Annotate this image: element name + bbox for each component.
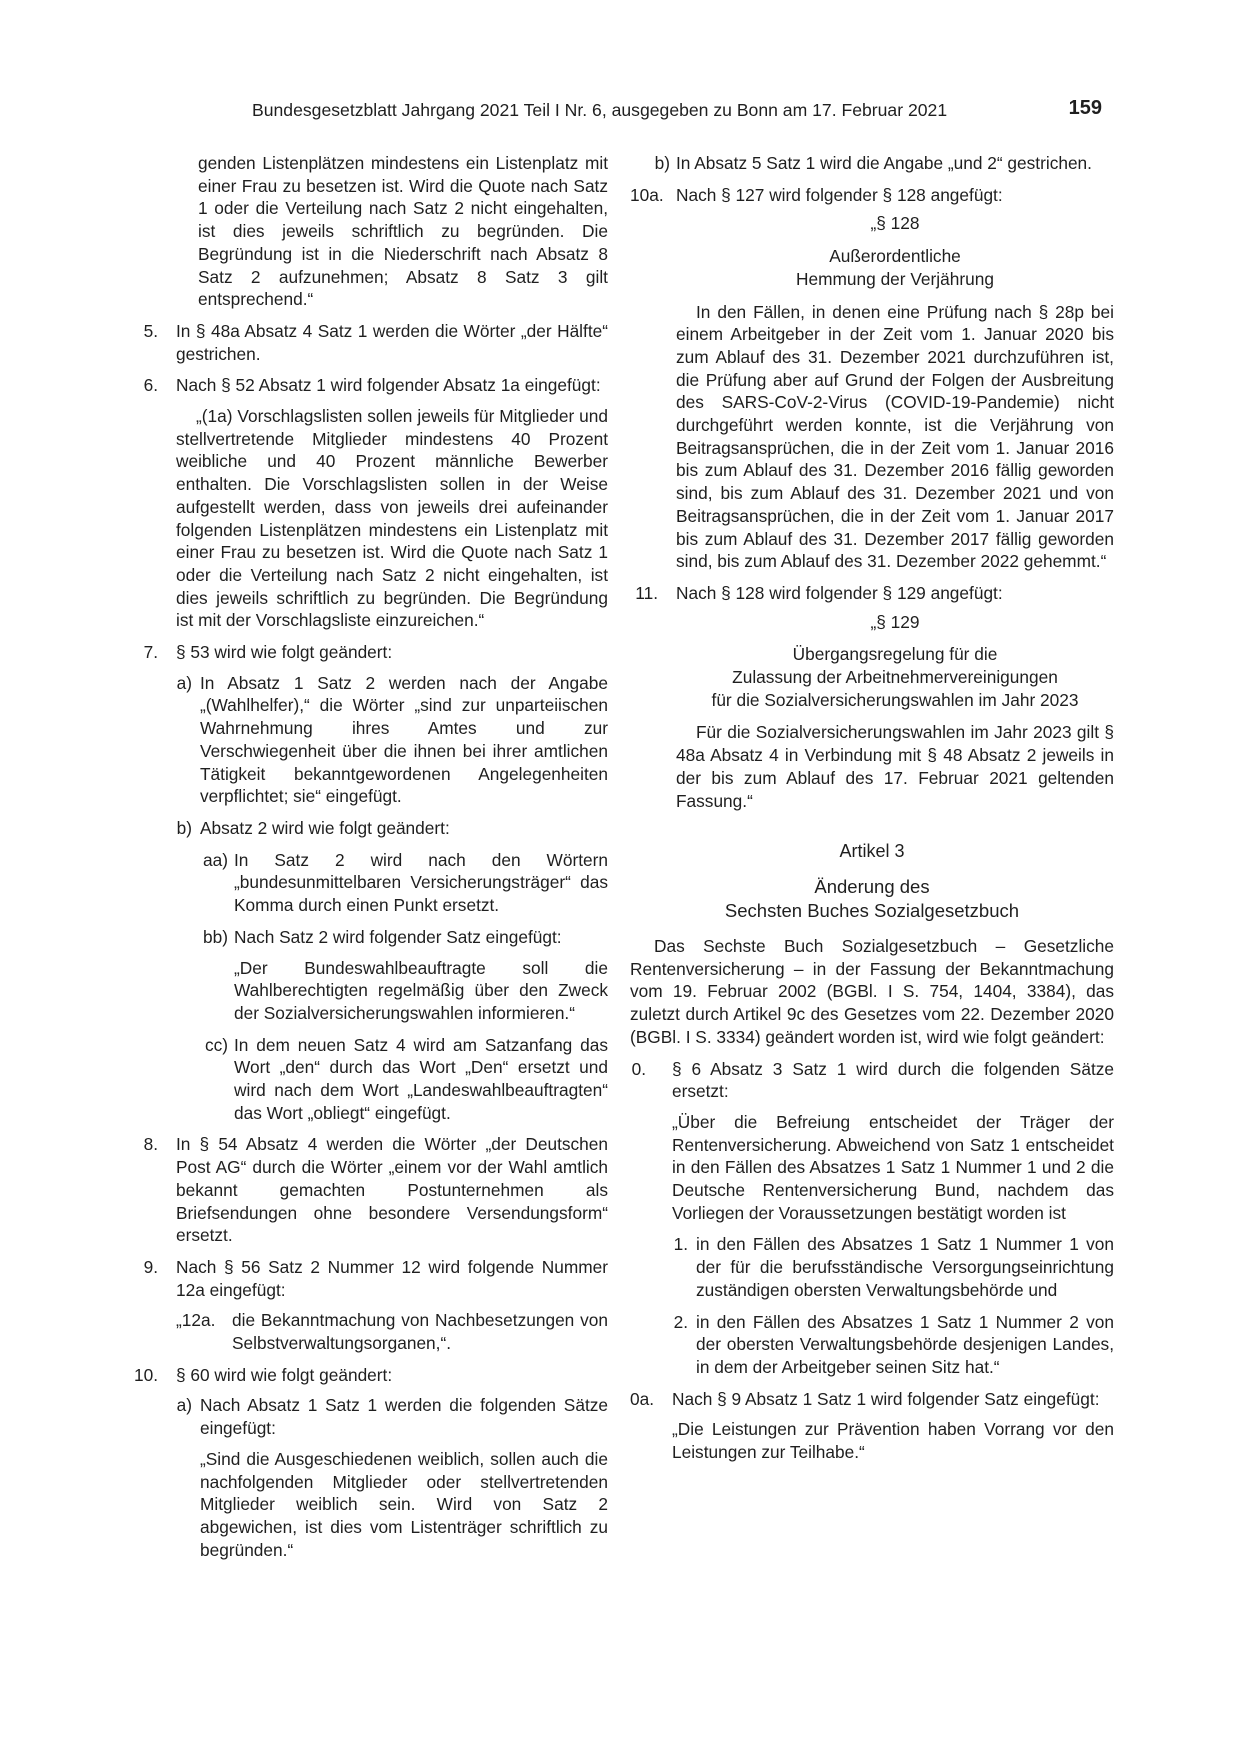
- page-header: [252, 97, 1102, 126]
- section-title: Hemmung der Verjährung: [796, 268, 994, 289]
- list-item-9: [143, 1256, 608, 1301]
- item-text: Nach § 52 Absatz 1 wird folgender Absatz 1a eingefügt:: [176, 375, 601, 396]
- item-letter: b): [654, 153, 670, 173]
- item-number: 7.: [143, 642, 158, 663]
- item-text: Nach § 128 wird folgender § 129 angefügt:: [676, 582, 1003, 603]
- item-text: Nach Satz 2 wird folgender Satz eingefügt:: [234, 926, 562, 947]
- section-129-heading: [676, 611, 1114, 712]
- section-128-body: [676, 301, 1114, 573]
- right-column: [630, 152, 1114, 1464]
- item-text: In Absatz 1 Satz 2 werden nach der Angabe „(Wahlhelfer),“ die Wörter „sind zur unparteiischen Wahrnehmung ihres Amtes und zur Verschwiegenheit über die ihnen bei ihrer amtlichen Tätigkeit bekanntgewordenen Angelegenheiten verpflichtet; sie“ eingefügt.: [200, 672, 608, 807]
- item-text: In dem neuen Satz 4 wird am Satzanfang das Wort „den“ durch das Wort „Den“ ersetzt und wird nach dem Wort „Landeswahlbeauftragten“ das Wort „obliegt“ eingefügt.: [234, 1034, 608, 1123]
- item-text: § 60 wird wie folgt geändert:: [176, 1364, 393, 1385]
- item-number: 2.: [673, 1311, 688, 1332]
- item-text: Nach § 9 Absatz 1 Satz 1 wird folgender Satz eingefügt:: [672, 1388, 1100, 1409]
- item-number: 6.: [143, 375, 158, 396]
- article-intro: [630, 935, 1114, 1049]
- list-item-11: [635, 582, 1114, 605]
- section-text: In den Fällen, in denen eine Prüfung nach § 28p bei einem Arbeitgeber in der Zeit vom 1. Januar 2020 bis zum Ablauf des 31. Dezember 2021 durchzuführen ist, die Prüfung aber auf Grund der Folgen der Ausbreitung des SARS-CoV-2-Virus (COVID-19-Pandemie) nicht durchgeführt werden konnte, ist die Verjährung von Beitragsansprüchen, die in der Zeit vom 1. Januar 2016 bis zum Ablauf des 31. Dezember 2016 fällig geworden sind, bis zum Ablauf des 31. Dezember 2021 und von Beitragsansprüchen, die in der Zeit vom 1. Januar 2017 bis zum Ablauf des 31. Dezember 2017 fällig geworden sind, bis zum Ablauf des 31. Dezember 2022 gehemmt.“: [676, 301, 1114, 572]
- item-number: 1.: [673, 1234, 688, 1255]
- item-letter: aa): [203, 849, 228, 870]
- left-column: [128, 152, 608, 1561]
- list-item-8: [143, 1133, 608, 1247]
- continued-text: [198, 152, 608, 311]
- article-number: Artikel 3: [839, 841, 905, 862]
- section-title: Übergangsregelung für die: [792, 644, 998, 665]
- section-128-heading: [676, 212, 1114, 290]
- section-title: Zulassung der Arbeitnehmervereinigungen: [732, 667, 1058, 688]
- section-text: Für die Sozialversicherungswahlen im Jahr 2023 gilt § 48a Absatz 4 in Verbindung mit § 48 Absatz 2 jeweils in der bis zum Ablauf des 17. Februar 2021 geltenden Fassung.“: [676, 722, 1114, 811]
- item-text: Absatz 2 wird wie folgt geändert:: [200, 817, 450, 838]
- quote-text: „(1a) Vorschlagslisten sollen jeweils für Mitglieder und stellvertretende Mitglieder mindestens 40 Prozent weibliche und 40 Prozent männliche Bewerber enthalten. Die Vorschlagslisten sollen in der Weise aufgestellt werden, dass von jeweils drei aufeinander folgenden Listenplätzen mindestens ein Listenplatz mit einer Frau zu besetzen ist. Wird die Quote nach Satz 1 oder die Verteilung nach Satz 2 nicht eingehalten, ist dies jeweils schriftlich zu begründen. Die Begründung ist mit der Vorschlagsliste einzureichen.“: [176, 406, 608, 631]
- item-letter: a): [176, 672, 192, 693]
- quote-text: die Bekanntmachung von Nachbesetzungen von Selbstverwaltungsorganen,“.: [232, 1310, 608, 1354]
- quoted-list-item-2: [673, 1311, 1114, 1379]
- item-text: § 6 Absatz 3 Satz 1 wird durch die folgenden Sätze ersetzt:: [672, 1058, 1114, 1102]
- paragraph: genden Listenplätzen mindestens ein Listenplatz mit einer Frau zu besetzen ist. Wird die Quote nach Satz 1 oder die Verteilung nach Satz 2 nicht eingehalten, ist dies jeweils schriftlich zu begründen. Die Begründung ist in die Niederschrift nach Absatz 8 Satz 2 aufzunehmen; Absatz 8 Satz 3 gilt entsprechend.“: [198, 153, 608, 310]
- item-number: 10.: [133, 1364, 158, 1385]
- quote-number: „12a.: [176, 1310, 216, 1331]
- item-text: In Satz 2 wird nach den Wörtern „bundesunmittelbaren Versicherungsträger“ das Komma durch einen Punkt ersetzt.: [234, 849, 608, 916]
- list-item-7: [143, 641, 608, 664]
- item-text: Nach § 56 Satz 2 Nummer 12 wird folgende Nummer 12a eingefügt:: [176, 1256, 608, 1300]
- item-text: In Absatz 5 Satz 1 wird die Angabe „und 2“ gestrichen.: [676, 153, 1092, 173]
- section-title: Außerordentliche: [829, 246, 961, 267]
- page-number: 159: [1068, 97, 1102, 119]
- item-letter: b): [176, 817, 192, 838]
- item-text: Nach § 127 wird folgender § 128 angefügt:: [676, 184, 1003, 205]
- list-item-aa: [203, 849, 608, 917]
- item-number: 10a.: [630, 184, 664, 205]
- quoted-paragraph: [176, 405, 608, 632]
- item-number: 11.: [635, 582, 658, 603]
- item-text: in den Fällen des Absatzes 1 Satz 1 Nummer 2 von der obersten Verwaltungsbehörde desjenigen Landes, in dem der Arbeitgeber seinen Sitz hat.“: [696, 1311, 1114, 1377]
- item-number: 8.: [143, 1134, 158, 1155]
- list-item-cc: [204, 1034, 608, 1125]
- list-item-7a: [176, 672, 608, 808]
- quote-text: „Die Leistungen zur Prävention haben Vorrang vor den Leistungen zur Teilhabe.“: [672, 1419, 1114, 1463]
- quote-text: „Sind die Ausgeschiedenen weiblich, sollen auch die nachfolgenden Mitglieder oder stellvertretenden Mitglieder weiblich sein. Wird von Satz 2 abgewichen, ist dies vom Listenträger schriftlich zu begründen.“: [200, 1448, 608, 1560]
- quoted-paragraph: [200, 1448, 608, 1562]
- quoted-paragraph: [672, 1111, 1114, 1225]
- section-number: „§ 129: [870, 611, 920, 632]
- quoted-paragraph: [234, 957, 608, 1025]
- list-item-6: [143, 374, 608, 397]
- article-title: Sechsten Buches Sozialgesetzbuch: [724, 899, 1020, 921]
- item-text: In § 48a Absatz 4 Satz 1 werden die Wörter „der Hälfte“ gestrichen.: [176, 320, 608, 364]
- quoted-list-item: [176, 1309, 608, 1354]
- quote-text: „Der Bundeswahlbeauftragte soll die Wahlberechtigten regelmäßig über den Zweck der Sozialversicherungswahlen informieren.“: [234, 957, 608, 1023]
- list-item-10: [133, 1364, 608, 1387]
- item-number: 9.: [143, 1256, 158, 1277]
- quoted-paragraph: [672, 1418, 1114, 1463]
- article-3-heading: [630, 840, 1114, 923]
- list-item-5: [143, 320, 608, 365]
- section-129-body: [676, 721, 1114, 812]
- article-title: Änderung des: [814, 875, 930, 897]
- item-letter: a): [176, 1395, 192, 1416]
- item-text: in den Fällen des Absatzes 1 Satz 1 Nummer 1 von der für die berufsständische Versorgungseinrichtung zuständigen obersten Verwaltungsbehörde und: [696, 1234, 1114, 1300]
- item-text: § 53 wird wie folgt geändert:: [176, 642, 393, 663]
- list-item-7b: [176, 817, 608, 840]
- paragraph: Das Sechste Buch Sozialgesetzbuch – Gesetzliche Rentenversicherung – in der Fassung der Bekanntmachung vom 19. Februar 2002 (BGBl. I S. 754, 1404, 3384), das zuletzt durch Artikel 9c des Gesetzes vom 22. Dezember 2020 (BGBl. I S. 3334) geändert worden ist, wird wie folgt geändert:: [630, 935, 1114, 1047]
- list-item-0: [631, 1058, 1114, 1103]
- quote-text: „Über die Befreiung entscheidet der Träger der Rentenversicherung. Abweichend von Satz 1 entscheidet in den Fällen des Absatzes 1 Satz 1 Nummer 1 und 2 die Deutsche Rentenversicherung Bund, nachdem das Vorliegen der Voraussetzungen bestätigt worden ist: [672, 1111, 1114, 1223]
- list-item-10a-new: [630, 184, 1114, 207]
- section-number: „§ 128: [870, 213, 920, 234]
- gazette-title: Bundesgesetzblatt Jahrgang 2021 Teil I Nr. 6, ausgegeben zu Bonn am 17. Februar 2021: [252, 100, 948, 120]
- item-letter: bb): [203, 926, 228, 947]
- list-item-10a: [176, 1394, 608, 1439]
- list-item-0a: [630, 1388, 1114, 1411]
- item-text: Nach Absatz 1 Satz 1 werden die folgenden Sätze eingefügt:: [200, 1395, 608, 1439]
- item-letter: cc): [204, 1034, 228, 1055]
- item-text: In § 54 Absatz 4 werden die Wörter „der Deutschen Post AG“ durch die Wörter „einem vor der Wahl amtlich bekannt gemachten Postunternehmen als Briefsendungen ohne besondere Versendungsform“ ersetzt.: [176, 1134, 608, 1246]
- quoted-list-item-1: [673, 1233, 1114, 1301]
- list-item-bb: [203, 926, 608, 949]
- item-number: 0a.: [630, 1388, 655, 1409]
- section-title: für die Sozialversicherungswahlen im Jahr 2023: [711, 689, 1079, 710]
- item-number: 5.: [143, 320, 158, 341]
- list-item-10b: [654, 152, 1114, 175]
- item-number: 0.: [631, 1058, 646, 1079]
